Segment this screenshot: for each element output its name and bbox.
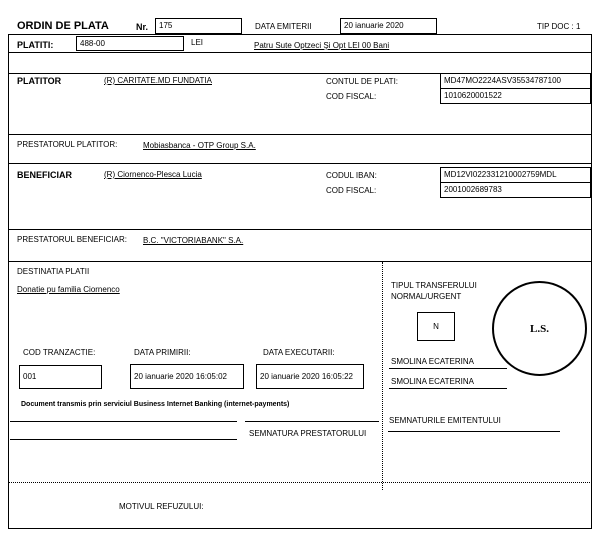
beneficiar-fiscal-label: COD FISCAL: [326, 186, 377, 195]
data-primirii-field [130, 364, 244, 389]
divider-prestator-platitor [8, 163, 592, 164]
amount-value: 488-00 [80, 38, 105, 48]
bottom-separator [8, 482, 592, 483]
platitor-account-label: CONTUL DE PLATI: [326, 77, 399, 86]
data-executarii-value: 20 ianuarie 2020 16:05:22 [260, 371, 353, 381]
divider-beneficiar [8, 229, 592, 230]
stamp-label: L.S. [530, 322, 549, 335]
signer-line [389, 368, 507, 369]
destinatia-value: Donatie pu familia Ciornenco [17, 285, 120, 294]
beneficiar-name: (R) Ciornenco-Plesca Lucia [104, 170, 202, 179]
platitor-fiscal-value: 1010620001522 [444, 91, 502, 100]
beneficiar-iban-value: MD12VI022331210002759MDL [444, 170, 557, 179]
frame-left [8, 34, 9, 528]
nr-field [155, 18, 242, 34]
signer-line [389, 388, 507, 389]
document-title: ORDIN DE PLATA [17, 20, 109, 32]
destinatia-label: DESTINATIA PLATII [17, 267, 90, 276]
beneficiar-fiscal-field [440, 182, 591, 198]
amount-words: Patru Sute Optzeci Şi Opt LEI 00 Bani [254, 41, 390, 50]
stamp-circle [492, 281, 587, 376]
divider-platitor-bottom [8, 134, 592, 135]
cod-tranzactie-value: 001 [23, 372, 37, 381]
prestator-platitor-label: PRESTATORUL PLATITOR: [17, 140, 118, 149]
semnatura-prestatorului: SEMNATURA PRESTATORULUI [249, 429, 367, 438]
nr-label: Nr. [136, 22, 149, 32]
platitor-account-field [440, 73, 591, 89]
nr-value: 175 [159, 21, 173, 30]
date-value: 20 ianuarie 2020 [344, 21, 404, 30]
signature-line [388, 431, 560, 432]
date-label: DATA EMITERII [255, 22, 312, 31]
cod-tranzactie-field [19, 365, 102, 389]
transfer-type-field [417, 312, 455, 341]
date-field [340, 18, 437, 34]
frame-right [591, 34, 592, 528]
ib-note: Document transmis prin serviciul Business Internet Banking (internet-payments) [21, 401, 290, 408]
data-executarii-label: DATA EXECUTARII: [263, 348, 335, 357]
amount-field [76, 36, 184, 51]
data-executarii-field [256, 364, 364, 389]
beneficiar-fiscal-value: 2001002689783 [444, 185, 502, 194]
dotted-divider [382, 262, 383, 490]
transfer-type-value: N [433, 321, 439, 331]
beneficiar-iban-label: CODUL IBAN: [326, 171, 377, 180]
platitor-label: PLATITOR [17, 76, 62, 86]
tip-doc: TIP DOC : 1 [537, 22, 581, 31]
platiti-label: PLATITI: [17, 40, 54, 50]
beneficiar-label: BENEFICIAR [17, 170, 73, 180]
frame-bottom [8, 528, 592, 529]
signature-line [10, 421, 237, 422]
divider-platiti [8, 52, 592, 53]
beneficiar-iban-field [440, 167, 591, 183]
platitor-name: (R) CARITATE.MD FUNDATIA [104, 76, 212, 85]
cod-tranzactie-label: COD TRANZACTIE: [23, 348, 96, 357]
currency: LEI [191, 38, 204, 47]
platitor-fiscal-field [440, 88, 591, 104]
prestator-platitor-value: Mobiasbanca - OTP Group S.A. [143, 141, 256, 150]
signature-line [245, 421, 379, 422]
transfer-label-line2: NORMAL/URGENT [391, 292, 462, 301]
data-primirii-label: DATA PRIMIRII: [134, 348, 191, 357]
platitor-account-value: MD47MO2224ASV35534787100 [444, 76, 561, 85]
frame-top [8, 34, 592, 35]
transfer-label-line1: TIPUL TRANSFERULUI [391, 281, 477, 290]
signature-line [10, 439, 237, 440]
signer-name: SMOLINA ECATERINA [391, 357, 474, 366]
platitor-fiscal-label: COD FISCAL: [326, 92, 377, 101]
semnaturile-emitentului: SEMNATURILE EMITENTULUI [389, 416, 501, 425]
divider-prestator-beneficiar [8, 261, 592, 262]
prestator-beneficiar-label: PRESTATORUL BENEFICIAR: [17, 235, 127, 244]
signer-name: SMOLINA ECATERINA [391, 377, 474, 386]
prestator-beneficiar-value: B.C. "VICTORIABANK" S.A. [143, 236, 244, 245]
data-primirii-value: 20 ianuarie 2020 16:05:02 [134, 371, 227, 381]
motivul-refuzului: MOTIVUL REFUZULUI: [119, 502, 204, 511]
